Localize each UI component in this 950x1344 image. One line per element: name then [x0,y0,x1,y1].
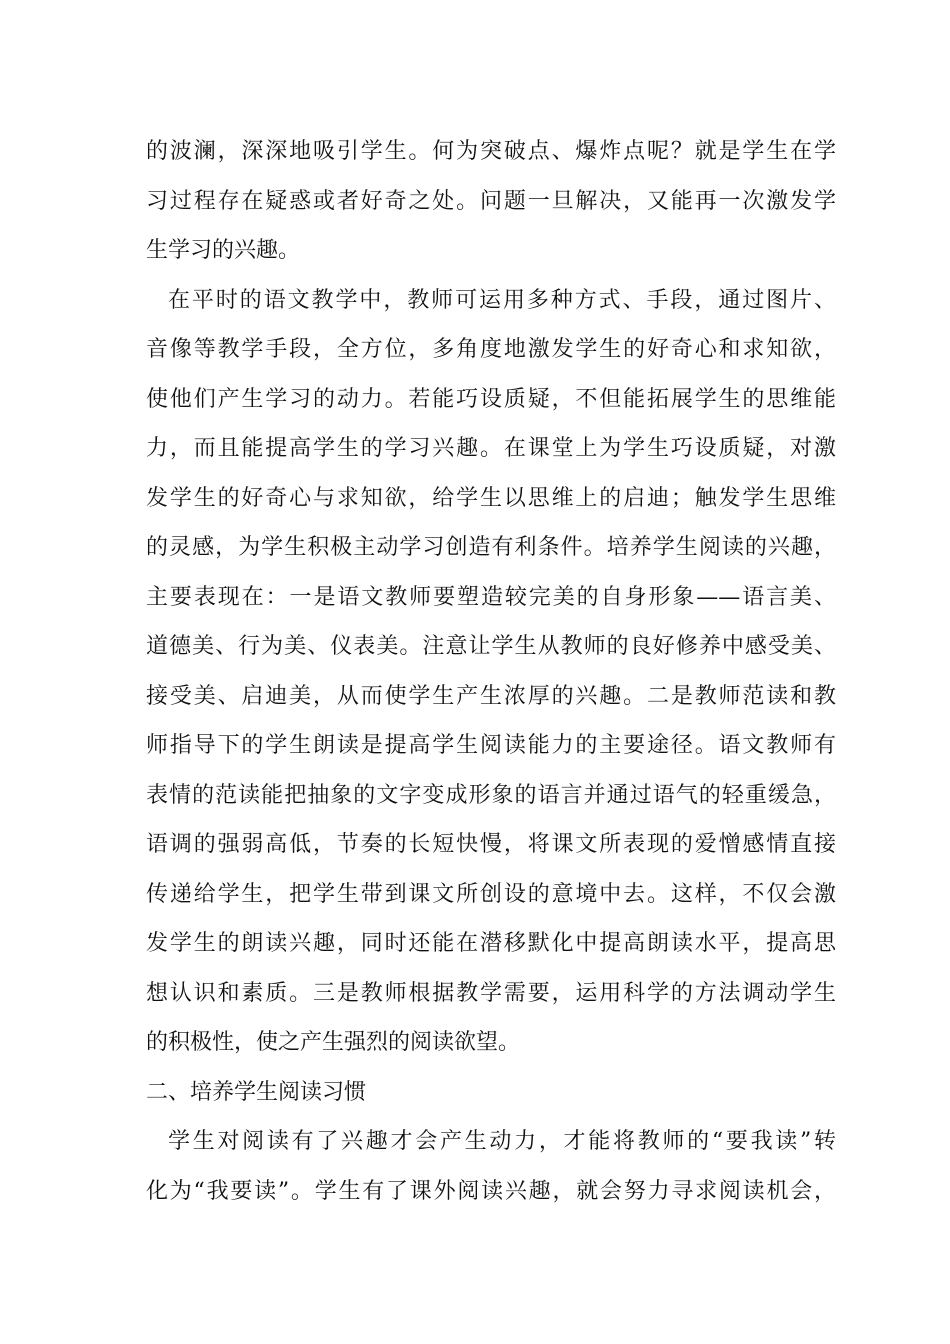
section-heading: 二、培养学生阅读习惯 [146,1079,367,1105]
paragraph-start-line: 在平时的语文教学中，教师可运用多种方式、手段，通过图片、 [168,287,836,313]
text-line: 发学生的好奇心与求知欲，给学生以思维上的启迪；触发学生思维 [146,485,836,511]
text-line: 师指导下的学生朗读是提高学生阅读能力的主要途径。语文教师有 [146,733,836,758]
text-line: 接受美、启迪美，从而使学生产生浓厚的兴趣。二是教师范读和教 [146,683,836,709]
text-line: 传递给学生，把学生带到课文所创设的意境中去。这样，不仅会激 [146,881,836,907]
text-line: 的灵感，为学生积极主动学习创造有利条件。培养学生阅读的兴趣， [146,535,836,560]
text-line: 的波澜，深深地吸引学生。何为突破点、爆炸点呢？就是学生在学 [146,139,836,164]
text-line: 习过程存在疑惑或者好奇之处。问题一旦解决，又能再一次激发学 [146,188,836,214]
text-line: 主要表现在：一是语文教师要塑造较完美的自身形象——语言美、 [146,584,836,610]
text-line: 想认识和素质。三是教师根据教学需要，运用科学的方法调动学生 [146,980,836,1006]
text-line: 语调的强弱高低，节奏的长短快慢，将课文所表现的爱憎感情直接 [146,832,836,857]
text-line: 使他们产生学习的动力。若能巧设质疑，不但能拓展学生的思维能 [146,386,836,412]
text-line: 化为“我要读”。学生有了课外阅读兴趣，就会努力寻求阅读机会， [146,1178,836,1204]
text-line: 发学生的朗读兴趣，同时还能在潜移默化中提高朗读水平，提高思 [146,931,836,956]
text-line: 表情的范读能把抽象的文字变成形象的语言并通过语气的轻重缓急， [146,782,836,808]
body-text [146,132,836,1221]
paragraph-start-line: 学生对阅读有了兴趣才会产生动力，才能将教师的“要我读”转 [168,1129,836,1154]
text-line: 道德美、行为美、仪表美。注意让学生从教师的良好修养中感受美、 [146,634,836,659]
text-line: 生学习的兴趣。 [146,238,301,263]
text-line: 的积极性，使之产生强烈的阅读欲望。 [146,1030,521,1055]
text-line: 力，而且能提高学生的学习兴趣。在课堂上为学生巧设质疑，对激 [146,436,836,461]
text-line: 音像等教学手段，全方位，多角度地激发学生的好奇心和求知欲， [146,337,836,362]
